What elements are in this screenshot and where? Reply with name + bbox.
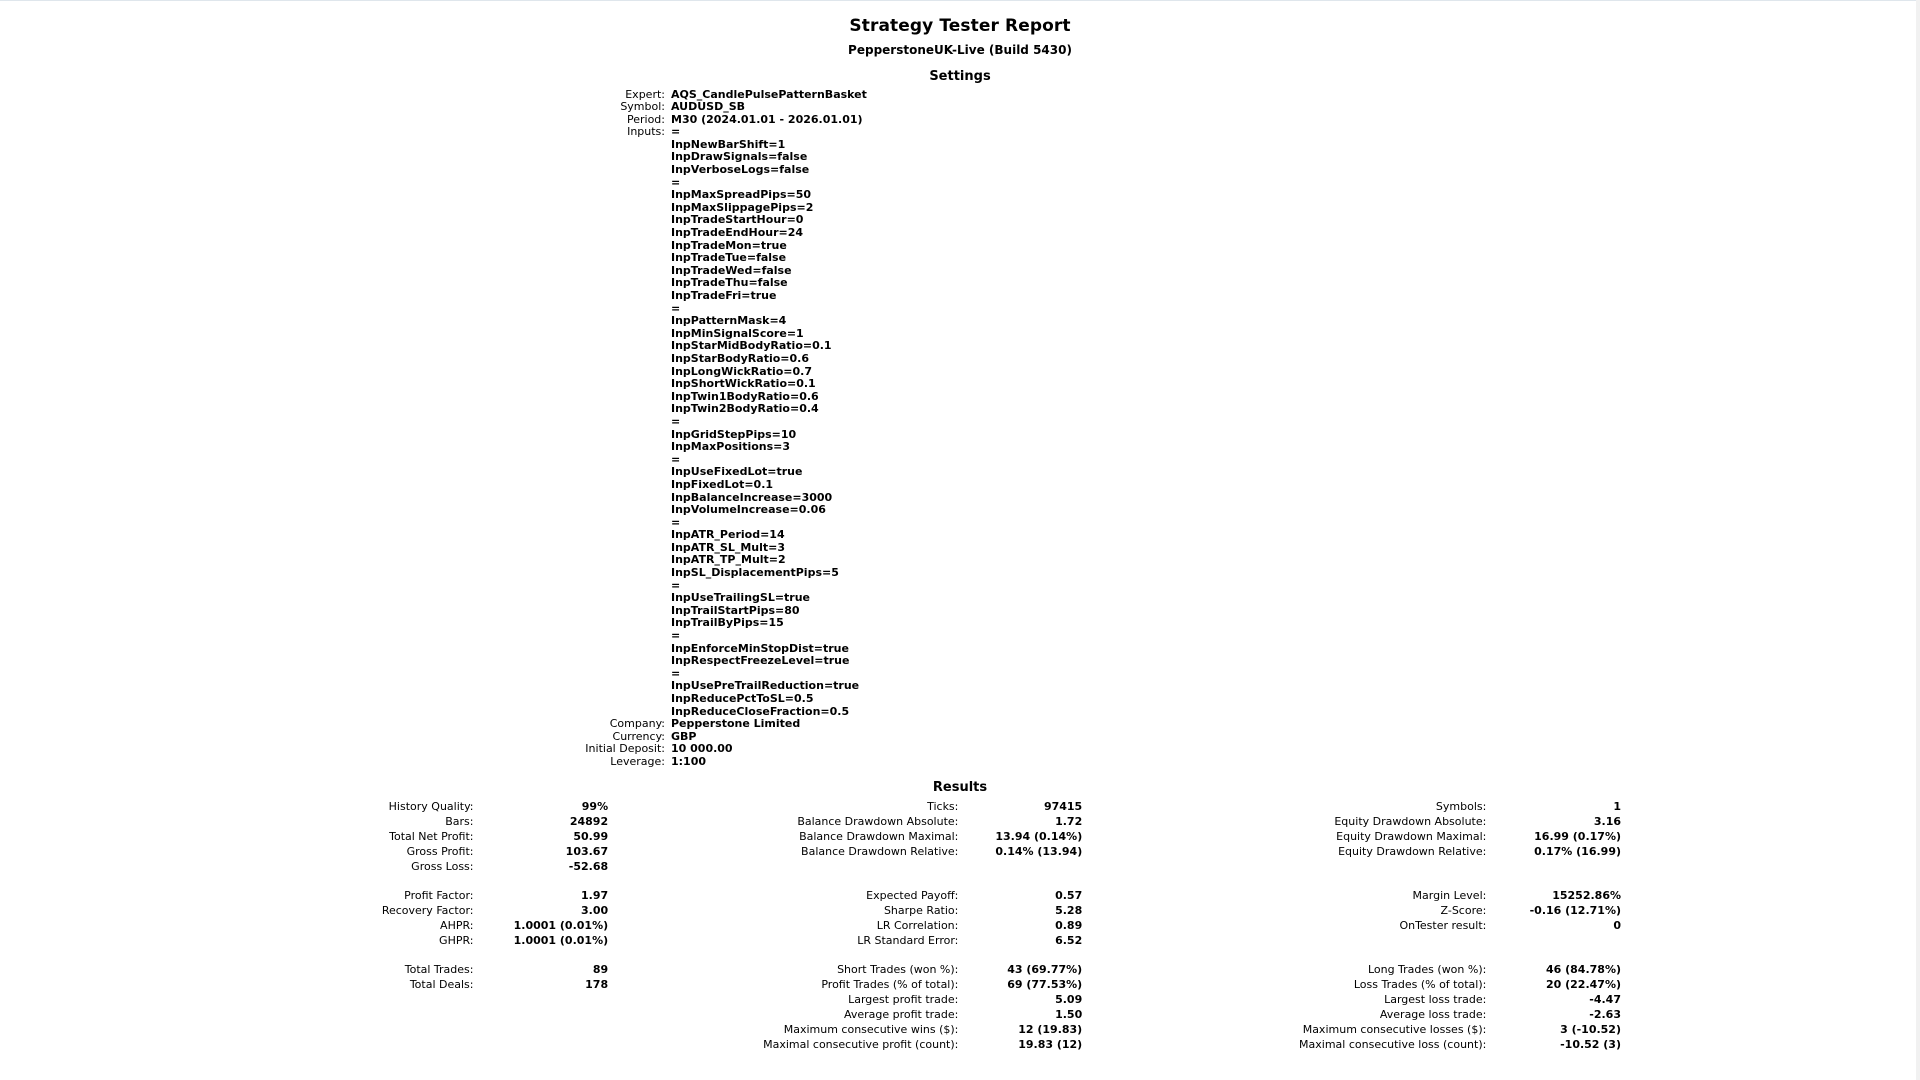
- result-label-left-2-2: [265, 992, 481, 1007]
- settings-tail-value-2: 10 000.00: [671, 742, 733, 756]
- input-label-41: [265, 642, 671, 655]
- result-label-mid-2-2: Largest profit trade:: [848, 992, 959, 1006]
- input-value-42: InpRespectFreezeLevel=true: [671, 654, 850, 668]
- input-value-29: InpBalanceIncrease=3000: [671, 490, 833, 504]
- table-row: [265, 977, 1655, 992]
- table-row: [265, 844, 1655, 859]
- table-row: [265, 1022, 1655, 1037]
- input-label-23: [265, 415, 671, 428]
- settings-row: [265, 441, 1655, 454]
- settings-row: [265, 290, 1655, 303]
- result-label-mid-2-4: Maximum consecutive wins ($):: [783, 1022, 959, 1036]
- result-value-mid-0-1: 1.72: [1055, 814, 1083, 828]
- result-value-mid-0-3: 0.14% (13.94): [995, 844, 1083, 858]
- input-value-32: InpATR_Period=14: [671, 528, 785, 542]
- input-value-25: InpMaxPositions=3: [671, 440, 791, 454]
- settings-row: [265, 327, 1655, 340]
- result-label-mid-1-0: Expected Payoff:: [866, 888, 959, 902]
- settings-row: [265, 592, 1655, 605]
- result-label-left-2-5: [265, 1037, 481, 1052]
- input-label-1: [265, 138, 671, 151]
- input-value-22: InpTwin2BodyRatio=0.4: [671, 402, 819, 416]
- input-value-24: InpGridStepPips=10: [671, 427, 797, 441]
- settings-row: [265, 390, 1655, 403]
- input-value-20: InpShortWickRatio=0.1: [671, 377, 816, 391]
- input-label-28: [265, 478, 671, 491]
- settings-row: [265, 730, 1655, 743]
- input-value-3: InpVerboseLogs=false: [671, 163, 810, 177]
- input-label-25: [265, 441, 671, 454]
- settings-row: [265, 491, 1655, 504]
- result-label-left-0-0: History Quality:: [388, 799, 474, 813]
- settings-row: [265, 415, 1655, 428]
- settings-row: [265, 655, 1655, 668]
- input-value-41: InpEnforceMinStopDist=true: [671, 641, 849, 655]
- input-label-20: [265, 378, 671, 391]
- result-label-mid-1-3: LR Standard Error:: [857, 933, 959, 947]
- server-build-line: PepperstoneUK-Live (Build 5430): [848, 43, 1072, 57]
- input-label-44: [265, 680, 671, 693]
- table-row: [265, 859, 1655, 874]
- settings-row: [265, 478, 1655, 491]
- input-value-40: =: [671, 629, 681, 643]
- results-heading: Results: [932, 780, 988, 796]
- input-value-34: InpATR_TP_Mult=2: [671, 553, 786, 567]
- input-value-30: InpVolumeIncrease=0.06: [671, 503, 826, 517]
- input-label-22: [265, 403, 671, 416]
- result-label-left-1-3: GHPR:: [439, 933, 474, 947]
- result-label-right-1-0: Margin Level:: [1412, 888, 1487, 902]
- result-label-mid-2-3: Average profit trade:: [843, 1007, 959, 1021]
- result-label-left-0-4: Gross Loss:: [411, 859, 474, 873]
- result-value-right-0-2: 16.99 (0.17%): [1534, 829, 1621, 843]
- input-label-32: [265, 529, 671, 542]
- input-label-3: [265, 164, 671, 177]
- result-value-right-2-4: 3 (-10.52): [1560, 1022, 1621, 1036]
- input-label-30: [265, 504, 671, 517]
- input-label-39: [265, 617, 671, 630]
- input-value-39: InpTrailByPips=15: [671, 616, 784, 630]
- input-value-6: InpMaxSlippagePips=2: [671, 200, 814, 214]
- input-label-43: [265, 667, 671, 680]
- input-value-23: =: [671, 414, 681, 428]
- result-value-right-2-3: -2.63: [1589, 1007, 1621, 1021]
- input-label-10: [265, 252, 671, 265]
- settings-tail-value-1: GBP: [671, 729, 697, 743]
- input-label-45: [265, 693, 671, 706]
- table-row: [265, 888, 1655, 903]
- result-value-right-0-0: 1: [1613, 799, 1621, 813]
- result-value-right-2-0: 46 (84.78%): [1545, 962, 1621, 976]
- settings-row: [265, 604, 1655, 617]
- settings-row: [265, 617, 1655, 630]
- table-row: [265, 962, 1655, 977]
- result-value-mid-2-3: 1.50: [1055, 1007, 1083, 1021]
- result-value-left-1-0: 1.97: [580, 888, 609, 902]
- settings-tail-value-0: Pepperstone Limited: [671, 717, 801, 731]
- input-label-38: [265, 604, 671, 617]
- input-value-21: InpTwin1BodyRatio=0.6: [671, 389, 819, 403]
- settings-row: [265, 428, 1655, 441]
- settings-row: [265, 138, 1655, 151]
- settings-row: [265, 239, 1655, 252]
- settings-tail-value-3: 1:100: [671, 754, 707, 768]
- result-value-right-0-1: 3.16: [1593, 814, 1621, 828]
- input-value-9: InpTradeMon=true: [671, 238, 787, 252]
- settings-row: [265, 504, 1655, 517]
- table-row: [265, 933, 1655, 948]
- result-value-left-0-2: 50.99: [573, 829, 609, 843]
- input-label-2: [265, 151, 671, 164]
- input-label-40: [265, 630, 671, 643]
- settings-row: [265, 201, 1655, 214]
- settings-row: [265, 466, 1655, 479]
- input-value-28: InpFixedLot=0.1: [671, 477, 774, 491]
- result-label-right-2-2: Largest loss trade:: [1384, 992, 1487, 1006]
- result-label-left-0-2: Total Net Profit:: [389, 829, 474, 843]
- result-label-mid-1-2: LR Correlation:: [876, 918, 959, 932]
- result-value-mid-2-0: 43 (69.77%): [1007, 962, 1083, 976]
- settings-row: [265, 642, 1655, 655]
- settings-row: [265, 214, 1655, 227]
- input-value-4: =: [671, 175, 681, 189]
- result-label-mid-0-3: Balance Drawdown Relative:: [801, 844, 959, 858]
- input-label-16: [265, 327, 671, 340]
- result-value-mid-1-0: 0.57: [1055, 888, 1083, 902]
- result-value-left-0-4: -52.68: [568, 859, 609, 873]
- settings-row: [265, 453, 1655, 466]
- input-value-46: InpReduceCloseFraction=0.5: [671, 704, 850, 718]
- settings-row: [265, 352, 1655, 365]
- input-value-14: =: [671, 301, 681, 315]
- settings-row: [265, 567, 1655, 580]
- input-label-15: [265, 315, 671, 328]
- result-value-left-2-1: 178: [585, 977, 609, 991]
- settings-row: [265, 755, 1655, 768]
- result-value-right-2-1: 20 (22.47%): [1545, 977, 1621, 991]
- input-label-6: [265, 201, 671, 214]
- input-label-24: [265, 428, 671, 441]
- settings-label-0: Expert:: [625, 87, 665, 101]
- input-label-26: [265, 453, 671, 466]
- result-label-right-0-4: [1116, 859, 1493, 874]
- result-value-mid-0-0: 97415: [1043, 799, 1083, 813]
- settings-row: [265, 252, 1655, 265]
- input-value-7: InpTradeStartHour=0: [671, 213, 804, 227]
- input-label-33: [265, 541, 671, 554]
- input-value-45: InpReducePctToSL=0.5: [671, 692, 814, 705]
- input-label-27: [265, 466, 671, 479]
- settings-row: [265, 113, 1655, 126]
- result-value-left-0-1: 24892: [569, 814, 609, 828]
- settings-value-0: AQS_CandlePulsePatternBasket: [671, 87, 867, 101]
- settings-row: [265, 630, 1655, 643]
- settings-tail-label-2: Initial Deposit:: [585, 742, 665, 756]
- result-label-right-0-0: Symbols:: [1435, 799, 1487, 813]
- input-value-8: InpTradeEndHour=24: [671, 226, 804, 240]
- result-value-mid-2-2: 5.09: [1055, 992, 1083, 1006]
- settings-row: [265, 227, 1655, 240]
- result-label-mid-0-2: Balance Drawdown Maximal:: [799, 829, 959, 843]
- result-label-left-2-4: [265, 1022, 481, 1037]
- spacer-cell: [265, 874, 1655, 888]
- result-value-right-1-3: [1493, 933, 1655, 948]
- input-label-18: [265, 352, 671, 365]
- table-row: [265, 814, 1655, 829]
- table-row: [265, 1007, 1655, 1022]
- settings-row: [265, 88, 1655, 101]
- input-value-26: =: [671, 452, 681, 466]
- input-value-17: InpStarMidBodyRatio=0.1: [671, 339, 832, 353]
- result-label-right-1-3: [1116, 933, 1493, 948]
- result-label-mid-2-1: Profit Trades (% of total):: [821, 977, 959, 991]
- input-label-35: [265, 567, 671, 580]
- input-value-10: InpTradeTue=false: [671, 251, 787, 265]
- settings-row: [265, 554, 1655, 567]
- settings-label-1: Symbol:: [620, 100, 665, 114]
- settings-tail-label-1: Currency:: [612, 729, 665, 743]
- result-label-right-2-0: Long Trades (won %):: [1367, 962, 1487, 976]
- result-label-left-2-1: Total Deals:: [409, 977, 474, 991]
- input-value-15: InpPatternMask=4: [671, 314, 787, 328]
- result-value-mid-2-4: 12 (19.83): [1018, 1022, 1083, 1036]
- result-value-left-2-2: [481, 992, 643, 1007]
- result-label-right-2-1: Loss Trades (% of total):: [1353, 977, 1487, 991]
- result-value-left-2-4: [481, 1022, 643, 1037]
- result-value-mid-1-3: 6.52: [1055, 933, 1083, 947]
- result-label-left-1-2: AHPR:: [440, 918, 474, 932]
- result-label-right-2-3: Average loss trade:: [1379, 1007, 1487, 1021]
- settings-row: [265, 667, 1655, 680]
- input-value-16: InpMinSignalScore=1: [671, 326, 804, 340]
- result-label-mid-2-0: Short Trades (won %):: [837, 962, 959, 976]
- window-top-border: [0, 0, 1920, 4]
- input-label-36: [265, 579, 671, 592]
- result-label-mid-0-1: Balance Drawdown Absolute:: [797, 814, 959, 828]
- settings-row: [265, 529, 1655, 542]
- input-label-8: [265, 227, 671, 240]
- input-value-33: InpATR_SL_Mult=3: [671, 540, 786, 554]
- results-group-spacer: [265, 948, 1655, 962]
- input-label-5: [265, 189, 671, 202]
- input-value-43: =: [671, 666, 681, 680]
- input-value-11: InpTradeWed=false: [671, 263, 792, 277]
- result-label-right-1-1: Z-Score:: [1440, 903, 1487, 917]
- settings-label-3: Inputs:: [627, 125, 665, 139]
- settings-row: [265, 365, 1655, 378]
- result-value-mid-0-4: [965, 859, 1116, 874]
- result-value-left-0-0: 99%: [581, 799, 609, 813]
- result-label-left-1-0: Profit Factor:: [404, 888, 474, 902]
- settings-row: [265, 277, 1655, 290]
- result-value-right-1-1: -0.16 (12.71%): [1529, 903, 1621, 917]
- settings-row: [265, 126, 1655, 139]
- settings-value-1: AUDUSD_SB: [671, 100, 746, 114]
- result-value-left-0-3: 103.67: [565, 844, 609, 858]
- input-label-11: [265, 264, 671, 277]
- input-value-19: InpLongWickRatio=0.7: [671, 364, 812, 378]
- result-value-left-2-0: 89: [592, 962, 609, 976]
- settings-heading: Settings: [929, 69, 991, 84]
- settings-row: [265, 705, 1655, 718]
- result-value-mid-2-1: 69 (77.53%): [1007, 977, 1083, 991]
- result-value-right-1-0: 15252.86%: [1552, 888, 1621, 902]
- input-value-5: InpMaxSpreadPips=50: [671, 188, 812, 202]
- settings-table: [265, 88, 1655, 768]
- input-label-34: [265, 554, 671, 567]
- input-label-31: [265, 516, 671, 529]
- settings-row: [265, 264, 1655, 277]
- table-row: [265, 799, 1655, 814]
- input-value-13: InpTradeFri=true: [671, 289, 777, 302]
- input-value-31: =: [671, 515, 681, 529]
- settings-row: [265, 693, 1655, 706]
- settings-row: [265, 579, 1655, 592]
- page-title: Strategy Tester Report: [849, 16, 1071, 36]
- input-label-7: [265, 214, 671, 227]
- result-label-mid-0-4: [642, 859, 965, 874]
- settings-row: [265, 718, 1655, 731]
- settings-tail-label-3: Leverage:: [610, 754, 665, 768]
- settings-row: [265, 378, 1655, 391]
- settings-row: [265, 302, 1655, 315]
- result-label-mid-2-5: Maximal consecutive profit (count):: [763, 1037, 959, 1051]
- result-value-mid-0-2: 13.94 (0.14%): [995, 829, 1083, 843]
- result-label-mid-1-1: Sharpe Ratio:: [883, 903, 959, 917]
- result-value-right-0-4: [1493, 859, 1655, 874]
- result-label-left-0-1: Bars:: [445, 814, 474, 828]
- settings-row: [265, 403, 1655, 416]
- result-value-mid-1-2: 0.89: [1055, 918, 1083, 932]
- settings-row: [265, 743, 1655, 756]
- settings-value-3: =: [671, 125, 681, 139]
- result-label-left-0-3: Gross Profit:: [406, 844, 474, 858]
- settings-row: [265, 176, 1655, 189]
- result-label-right-1-2: OnTester result:: [1399, 918, 1487, 932]
- table-row: [265, 918, 1655, 933]
- result-value-mid-1-1: 5.28: [1055, 903, 1083, 917]
- input-value-1: InpNewBarShift=1: [671, 137, 786, 151]
- input-label-4: [265, 176, 671, 189]
- table-row: [265, 992, 1655, 1007]
- input-label-42: [265, 655, 671, 668]
- settings-row: [265, 164, 1655, 177]
- result-value-left-1-3: 1.0001 (0.01%): [513, 933, 609, 947]
- result-value-right-2-2: -4.47: [1589, 992, 1621, 1006]
- result-value-left-2-3: [481, 1007, 643, 1022]
- settings-row: [265, 189, 1655, 202]
- input-label-12: [265, 277, 671, 290]
- input-value-27: InpUseFixedLot=true: [671, 465, 803, 479]
- table-row: [265, 1037, 1655, 1052]
- scrollbar-track[interactable]: [1916, 0, 1920, 1080]
- settings-row: [265, 340, 1655, 353]
- result-value-left-1-1: 3.00: [580, 903, 609, 917]
- input-label-17: [265, 340, 671, 353]
- input-value-36: =: [671, 578, 681, 592]
- input-value-35: InpSL_DisplacementPips=5: [671, 566, 839, 580]
- input-label-37: [265, 592, 671, 605]
- input-label-29: [265, 491, 671, 504]
- settings-label-2: Period:: [626, 112, 665, 126]
- input-label-14: [265, 302, 671, 315]
- results-group-spacer: [265, 874, 1655, 888]
- settings-tail-label-0: Company:: [609, 717, 665, 731]
- settings-row: [265, 516, 1655, 529]
- result-value-mid-2-5: 19.83 (12): [1018, 1037, 1083, 1051]
- input-label-9: [265, 239, 671, 252]
- settings-row: [265, 315, 1655, 328]
- result-label-mid-0-0: Ticks:: [927, 799, 959, 813]
- result-label-right-0-2: Equity Drawdown Maximal:: [1336, 829, 1487, 843]
- input-value-12: InpTradeThu=false: [671, 276, 788, 290]
- input-label-13: [265, 290, 671, 303]
- settings-row: [265, 101, 1655, 114]
- result-label-right-0-1: Equity Drawdown Absolute:: [1334, 814, 1487, 828]
- table-row: [265, 829, 1655, 844]
- result-label-right-0-3: Equity Drawdown Relative:: [1338, 844, 1487, 858]
- result-label-right-2-4: Maximum consecutive losses ($):: [1302, 1022, 1487, 1036]
- result-value-right-1-2: 0: [1613, 918, 1621, 932]
- input-value-37: InpUseTrailingSL=true: [671, 591, 811, 605]
- input-label-19: [265, 365, 671, 378]
- input-label-21: [265, 390, 671, 403]
- input-value-38: InpTrailStartPips=80: [671, 603, 800, 617]
- result-value-left-2-5: [481, 1037, 643, 1052]
- result-label-left-2-3: [265, 1007, 481, 1022]
- settings-row: [265, 680, 1655, 693]
- result-value-right-2-5: -10.52 (3): [1560, 1037, 1621, 1051]
- spacer-cell: [265, 948, 1655, 962]
- result-label-left-2-0: Total Trades:: [404, 962, 474, 976]
- result-value-right-0-3: 0.17% (16.99): [1534, 844, 1621, 858]
- input-value-2: InpDrawSignals=false: [671, 150, 808, 164]
- results-table: [265, 799, 1655, 1052]
- settings-row: [265, 151, 1655, 164]
- result-label-left-1-1: Recovery Factor:: [381, 903, 474, 917]
- input-value-18: InpStarBodyRatio=0.6: [671, 351, 809, 365]
- result-label-right-2-5: Maximal consecutive loss (count):: [1299, 1037, 1487, 1051]
- input-label-46: [265, 705, 671, 718]
- table-row: [265, 903, 1655, 918]
- result-value-left-1-2: 1.0001 (0.01%): [513, 918, 609, 932]
- input-value-44: InpUsePreTrailReduction=true: [671, 679, 860, 693]
- settings-value-2: M30 (2024.01.01 - 2026.01.01): [671, 112, 863, 126]
- settings-row: [265, 541, 1655, 554]
